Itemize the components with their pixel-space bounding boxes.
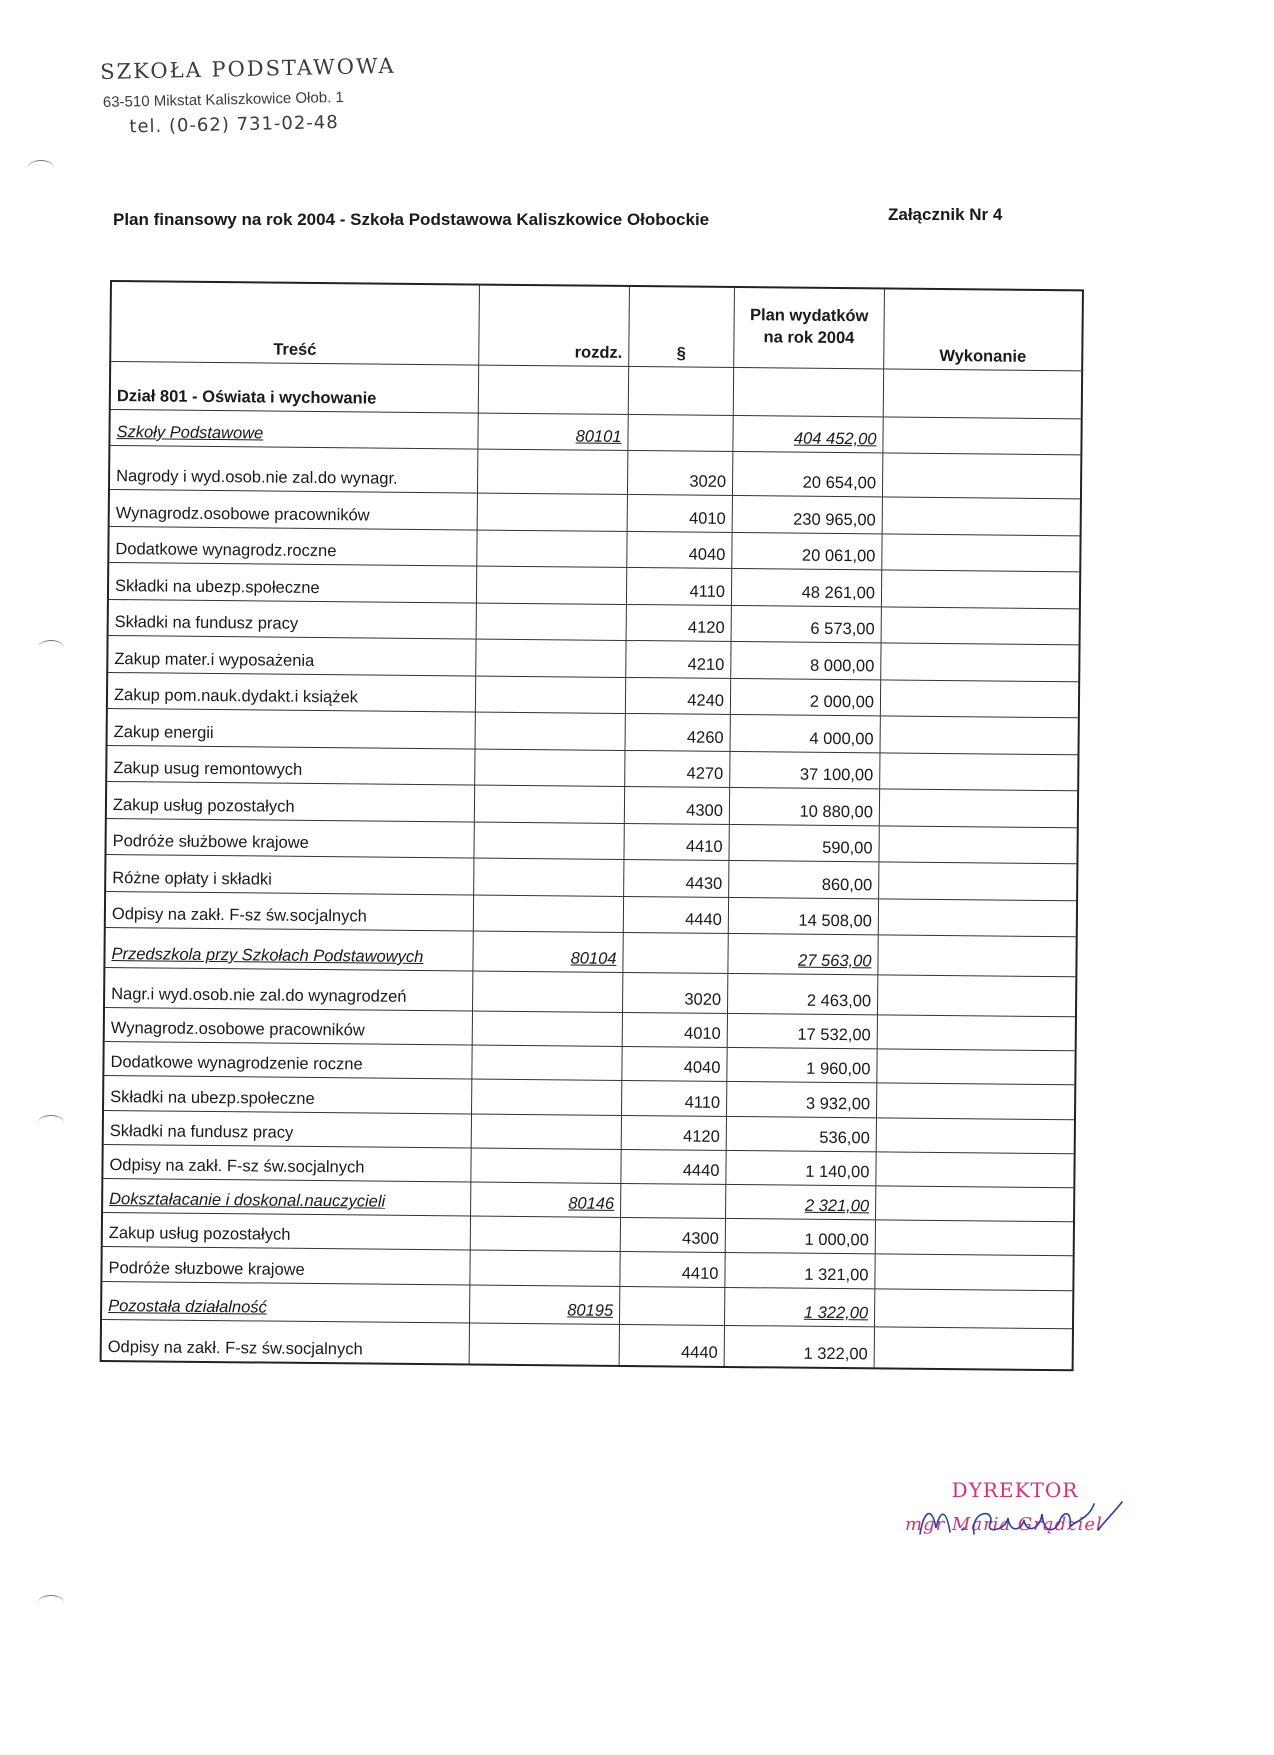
- row-paragraf-text: 4270: [686, 764, 724, 783]
- row-wykonanie: [878, 935, 1075, 976]
- row-plan-amount: [728, 974, 878, 1014]
- row-plan-amount: [726, 1151, 876, 1185]
- row-label-text: Wynagrodz.osobowe pracowników: [110, 1019, 365, 1040]
- row-rozdz-text: 80146: [568, 1194, 615, 1213]
- row-label: [103, 1213, 471, 1250]
- row-plan-amount: [727, 1048, 877, 1082]
- row-paragraf-text: 4010: [688, 509, 726, 528]
- row-wykonanie: [880, 789, 1077, 827]
- row-label: [107, 746, 475, 785]
- row-plan-amount: [725, 1253, 875, 1288]
- row-paragraf-text: 4040: [688, 545, 726, 564]
- row-wykonanie: [875, 1327, 1072, 1369]
- row-label-text: Składki na fundusz pracy: [114, 613, 299, 633]
- row-paragraf-text: 4440: [685, 910, 722, 929]
- row-paragraf: [624, 897, 729, 933]
- row-label-text: Zakup usług pozostałych: [108, 1224, 291, 1244]
- row-label-text: Nagrody i wyd.osob.nie zal.do wynagr.: [116, 467, 398, 488]
- row-label: [103, 1145, 471, 1182]
- row-rozdz-text: 80101: [575, 427, 622, 446]
- row-paragraf: [623, 973, 728, 1013]
- row-label: [109, 563, 477, 603]
- row-paragraf-text: 4040: [683, 1058, 721, 1077]
- row-label: [109, 527, 477, 566]
- row-paragraf: [627, 605, 732, 641]
- row-label: [106, 892, 474, 931]
- row-plan-amount: [732, 533, 882, 569]
- row-wykonanie: [879, 899, 1076, 936]
- row-rozdz: [478, 414, 628, 450]
- row-plan-amount: [731, 679, 881, 715]
- row-paragraf: [624, 860, 729, 897]
- row-label: [104, 1042, 472, 1079]
- row-wykonanie: [884, 369, 1081, 418]
- row-label: [105, 1008, 473, 1045]
- row-paragraf-text: 4120: [682, 1127, 720, 1146]
- row-plan-amount: [730, 788, 880, 825]
- row-label: [104, 1076, 472, 1114]
- row-plan-amount: [729, 861, 879, 898]
- row-label-text: Podróże służbowe krajowe: [112, 832, 309, 852]
- row-plan-amount: [733, 416, 883, 452]
- row-plan-amount: [729, 898, 879, 934]
- row-plan-amount: [730, 752, 880, 788]
- row-paragraf-text: 4260: [686, 728, 724, 747]
- row-plan-amount-text: 2 321,00: [804, 1196, 870, 1216]
- row-wykonanie: [878, 975, 1075, 1016]
- row-label-text: Szkoły Podstawowe: [116, 423, 264, 443]
- row-label-text: Pozostała działalność: [108, 1297, 267, 1317]
- row-plan-amount-text: 48 261,00: [801, 583, 876, 603]
- financial-plan-table: [100, 280, 1084, 1371]
- row-rozdz: [477, 567, 627, 604]
- row-plan-amount-text: 230 965,00: [793, 510, 876, 530]
- punch-hole-mark: [38, 1115, 64, 1130]
- row-paragraf: [626, 641, 731, 678]
- row-wykonanie: [879, 826, 1076, 863]
- row-label: [102, 1247, 470, 1285]
- row-wykonanie: [883, 417, 1080, 454]
- row-paragraf: [620, 1252, 725, 1287]
- row-plan-amount-text: 14 508,00: [798, 911, 872, 931]
- row-paragraf-text: 4300: [686, 801, 724, 820]
- row-paragraf-text: 4110: [684, 1093, 721, 1112]
- row-plan-amount: [727, 1117, 877, 1151]
- row-plan-amount-text: 1 322,00: [803, 1344, 868, 1364]
- signature-title: DYREKTOR: [951, 1478, 1079, 1502]
- row-plan-amount-text: 2 000,00: [809, 692, 875, 712]
- row-rozdz: [474, 823, 624, 859]
- row-paragraf: [629, 367, 734, 415]
- row-plan-amount-text: 3 932,00: [805, 1094, 871, 1114]
- row-label: [105, 968, 473, 1011]
- row-label: [104, 1111, 472, 1148]
- row-label-text: Dział 801 - Oświata i wychowanie: [116, 387, 377, 408]
- row-paragraf: [627, 532, 732, 568]
- header-plan: [734, 288, 885, 368]
- row-wykonanie: [877, 1118, 1074, 1153]
- row-label-text: Zakup usug remontowych: [113, 759, 303, 779]
- row-label-text: Składki na ubezp.społeczne: [114, 577, 320, 598]
- row-wykonanie: [875, 1254, 1072, 1290]
- punch-hole-mark: [38, 1595, 64, 1610]
- row-label-text: Wynagrodz.osobowe pracowników: [115, 504, 370, 525]
- row-plan-amount-text: 10 880,00: [799, 802, 874, 822]
- punch-hole-mark: [28, 160, 54, 175]
- row-label-text: Przedszkola przy Szkołach Podstawowych: [111, 945, 424, 967]
- row-label-text: Dokształacanie i doskonal.nauczycieli: [109, 1190, 386, 1211]
- row-wykonanie: [880, 753, 1077, 790]
- row-wykonanie: [876, 1186, 1073, 1221]
- row-plan-amount-text: 2 463,00: [806, 991, 872, 1011]
- row-label: [108, 636, 476, 676]
- row-wykonanie: [882, 570, 1079, 608]
- row-wykonanie: [881, 643, 1078, 681]
- row-rozdz: [471, 1183, 621, 1217]
- row-rozdz: [474, 859, 624, 896]
- row-plan-amount: [732, 569, 882, 606]
- row-paragraf-text: 4240: [687, 691, 725, 710]
- header-paragraf: §: [629, 287, 735, 367]
- row-rozdz: [478, 494, 628, 531]
- row-rozdz: [473, 932, 623, 972]
- row-label: [105, 928, 473, 971]
- row-plan-amount-text: 20 061,00: [801, 546, 876, 566]
- row-plan-amount: [728, 1014, 878, 1048]
- row-label-text: Zakup pom.nauk.dydakt.i książek: [113, 686, 359, 707]
- row-rozdz: [470, 1286, 620, 1324]
- table-row: [102, 1320, 1072, 1369]
- row-label-text: Zakup mater.i wyposażenia: [114, 650, 315, 670]
- document-title: Plan finansowy na rok 2004 - Szkoła Podstawowa Kaliszkowice Ołobockie: [113, 210, 710, 229]
- row-wykonanie: [879, 862, 1076, 900]
- row-plan-amount-text: 6 573,00: [810, 619, 875, 639]
- stamp-phone: tel. (0-62) 731-02-48: [129, 112, 339, 138]
- row-paragraf-text: 4440: [682, 1161, 720, 1180]
- row-wykonanie: [883, 453, 1080, 498]
- row-label: [106, 819, 474, 858]
- row-wykonanie: [877, 1049, 1074, 1084]
- row-wykonanie: [882, 607, 1079, 644]
- row-rozdz: [475, 750, 625, 786]
- row-rozdz: [478, 450, 628, 494]
- row-paragraf: [622, 1081, 727, 1116]
- row-paragraf: [625, 751, 730, 787]
- row-paragraf: [625, 787, 730, 824]
- row-rozdz: [476, 677, 626, 713]
- row-paragraf: [628, 451, 733, 495]
- row-plan-amount: [731, 715, 881, 752]
- row-plan-amount: [725, 1326, 875, 1367]
- header-plan-line2: na rok 2004: [763, 328, 855, 348]
- row-label: [102, 1282, 470, 1323]
- row-rozdz: [477, 531, 627, 567]
- row-paragraf: [621, 1150, 726, 1184]
- row-rozdz: [473, 972, 623, 1012]
- row-plan-amount: [733, 496, 883, 533]
- row-label-text: Odpisy na zakł. F-sz św.socjalnych: [109, 1156, 365, 1177]
- row-label-text: Zakup usług pozostałych: [112, 796, 295, 816]
- row-plan-amount: [728, 934, 878, 974]
- row-paragraf-text: 4010: [683, 1024, 721, 1043]
- header-plan-line1: Plan wydatków: [749, 306, 869, 326]
- row-rozdz: [475, 786, 625, 823]
- row-wykonanie: [882, 534, 1079, 571]
- row-rozdz: [470, 1251, 620, 1286]
- row-plan-amount-text: 536,00: [819, 1128, 870, 1148]
- row-rozdz: [471, 1217, 621, 1251]
- punch-hole-mark: [38, 640, 64, 655]
- row-plan-amount-text: 1 321,00: [804, 1265, 869, 1285]
- signature-name: mgr Maria Grądziel: [905, 1514, 1103, 1535]
- row-paragraf: [621, 1218, 726, 1252]
- row-label-text: Składki na ubezp.społeczne: [110, 1088, 315, 1109]
- row-paragraf: [628, 495, 733, 532]
- row-paragraf: [628, 415, 733, 451]
- row-wykonanie: [881, 716, 1078, 754]
- row-paragraf: [626, 678, 731, 714]
- row-paragraf: [627, 568, 732, 605]
- table-body: [102, 362, 1082, 1369]
- row-label: [110, 490, 478, 530]
- row-paragraf: [623, 1013, 728, 1047]
- row-wykonanie: [877, 1083, 1074, 1119]
- row-rozdz: [470, 1324, 620, 1365]
- row-plan-amount-text: 1 000,00: [804, 1230, 869, 1250]
- table-header-row: [111, 282, 1082, 371]
- row-wykonanie: [881, 680, 1078, 717]
- row-plan-amount-text: 590,00: [822, 838, 873, 858]
- row-wykonanie: [883, 497, 1080, 535]
- row-rozdz: [472, 1046, 622, 1080]
- row-label-text: Dodatkowe wynagrodz.roczne: [115, 540, 337, 561]
- row-rozdz: [472, 1115, 622, 1149]
- row-rozdz-text: 80195: [567, 1301, 614, 1320]
- row-paragraf-text: 4410: [685, 837, 723, 856]
- row-plan-amount: [734, 368, 884, 416]
- row-paragraf-text: 4440: [680, 1343, 718, 1362]
- row-paragraf-text: 4410: [681, 1264, 719, 1283]
- row-paragraf: [624, 824, 729, 860]
- row-paragraf: [620, 1325, 725, 1366]
- row-paragraf-text: 4430: [685, 874, 723, 893]
- row-wykonanie: [876, 1152, 1073, 1187]
- row-label: [110, 446, 478, 493]
- row-label: [102, 1320, 470, 1364]
- row-paragraf-text: 4110: [689, 582, 726, 601]
- row-plan-amount-text: 17 532,00: [797, 1025, 871, 1045]
- row-rozdz: [479, 366, 629, 414]
- row-plan-amount: [733, 452, 883, 496]
- annex-label: Załącznik Nr 4: [888, 205, 1003, 224]
- row-plan-amount: [727, 1082, 877, 1117]
- row-paragraf-text: 4300: [682, 1229, 719, 1248]
- row-wykonanie: [878, 1015, 1075, 1050]
- row-plan-amount-text: 404 452,00: [793, 429, 877, 449]
- row-plan-amount-text: 8 000,00: [810, 656, 875, 676]
- row-plan-amount-text: 860,00: [821, 875, 873, 895]
- row-rozdz: [477, 604, 627, 640]
- stamp-address: 63-510 Mikstat Kaliszkowice Ołob. 1: [102, 88, 344, 111]
- row-paragraf: [626, 714, 731, 751]
- row-plan-amount-text: 27 563,00: [798, 951, 872, 971]
- row-rozdz-text: 80104: [570, 949, 617, 968]
- row-plan-amount-text: 1 960,00: [806, 1059, 871, 1079]
- row-label-text: Odpisy na zakł. F-sz św.socjalnych: [107, 1338, 363, 1359]
- header-tresc: Treść: [111, 282, 480, 365]
- row-paragraf-text: 3020: [689, 472, 727, 491]
- stamp-school-name: SZKOŁA PODSTAWOWA: [100, 53, 396, 84]
- row-label: [109, 600, 477, 639]
- row-label-text: Składki na fundusz pracy: [109, 1122, 294, 1142]
- row-paragraf: [622, 1116, 727, 1150]
- handwritten-signature-scrawl: [910, 1490, 1140, 1550]
- row-wykonanie: [875, 1289, 1072, 1328]
- header-wykonanie: Wykonanie: [939, 346, 1027, 366]
- row-label: [103, 1179, 471, 1216]
- row-plan-amount: [725, 1288, 875, 1326]
- row-plan-amount: [726, 1185, 876, 1219]
- row-plan-amount: [732, 606, 882, 642]
- row-plan-amount-text: 4 000,00: [809, 729, 874, 749]
- row-plan-amount-text: 1 140,00: [805, 1162, 870, 1182]
- row-label: [107, 782, 475, 822]
- row-label-text: Zakup energii: [113, 723, 214, 743]
- row-label: [110, 410, 478, 449]
- row-paragraf: [622, 1047, 727, 1081]
- row-paragraf: [621, 1184, 726, 1218]
- row-wykonanie: [876, 1220, 1073, 1255]
- row-rozdz: [472, 1080, 622, 1115]
- row-label-text: Dodatkowe wynagrodzenie roczne: [110, 1053, 363, 1074]
- row-paragraf: [623, 933, 728, 973]
- row-plan-amount: [731, 642, 881, 679]
- row-rozdz: [476, 713, 626, 750]
- header-rozdz: rozdz.: [479, 286, 630, 366]
- row-plan-amount: [729, 825, 879, 861]
- row-rozdz: [476, 640, 626, 677]
- row-label: [106, 855, 474, 895]
- row-paragraf-text: 4120: [687, 618, 725, 637]
- row-label-text: Podróże słuzbowe krajowe: [108, 1259, 305, 1279]
- school-stamp: [100, 54, 397, 138]
- row-label-text: Nagr.i wyd.osob.nie zal.do wynagrodzeń: [111, 985, 407, 1006]
- row-plan-amount-text: 20 654,00: [802, 473, 877, 493]
- row-rozdz: [471, 1149, 621, 1183]
- row-label-text: Odpisy na zakł. F-sz św.socjalnych: [111, 905, 367, 926]
- row-label: [108, 709, 476, 749]
- row-paragraf: [620, 1287, 725, 1325]
- row-label: [108, 673, 476, 712]
- row-plan-amount-text: 37 100,00: [799, 765, 874, 785]
- row-plan-amount: [726, 1219, 876, 1253]
- row-label-text: Różne opłaty i składki: [112, 869, 272, 889]
- row-rozdz: [473, 1012, 623, 1046]
- row-paragraf-text: 3020: [684, 990, 722, 1009]
- row-plan-amount-text: 1 322,00: [803, 1303, 869, 1323]
- row-rozdz: [474, 896, 624, 932]
- row-label: [111, 362, 479, 413]
- row-paragraf-text: 4210: [687, 655, 725, 674]
